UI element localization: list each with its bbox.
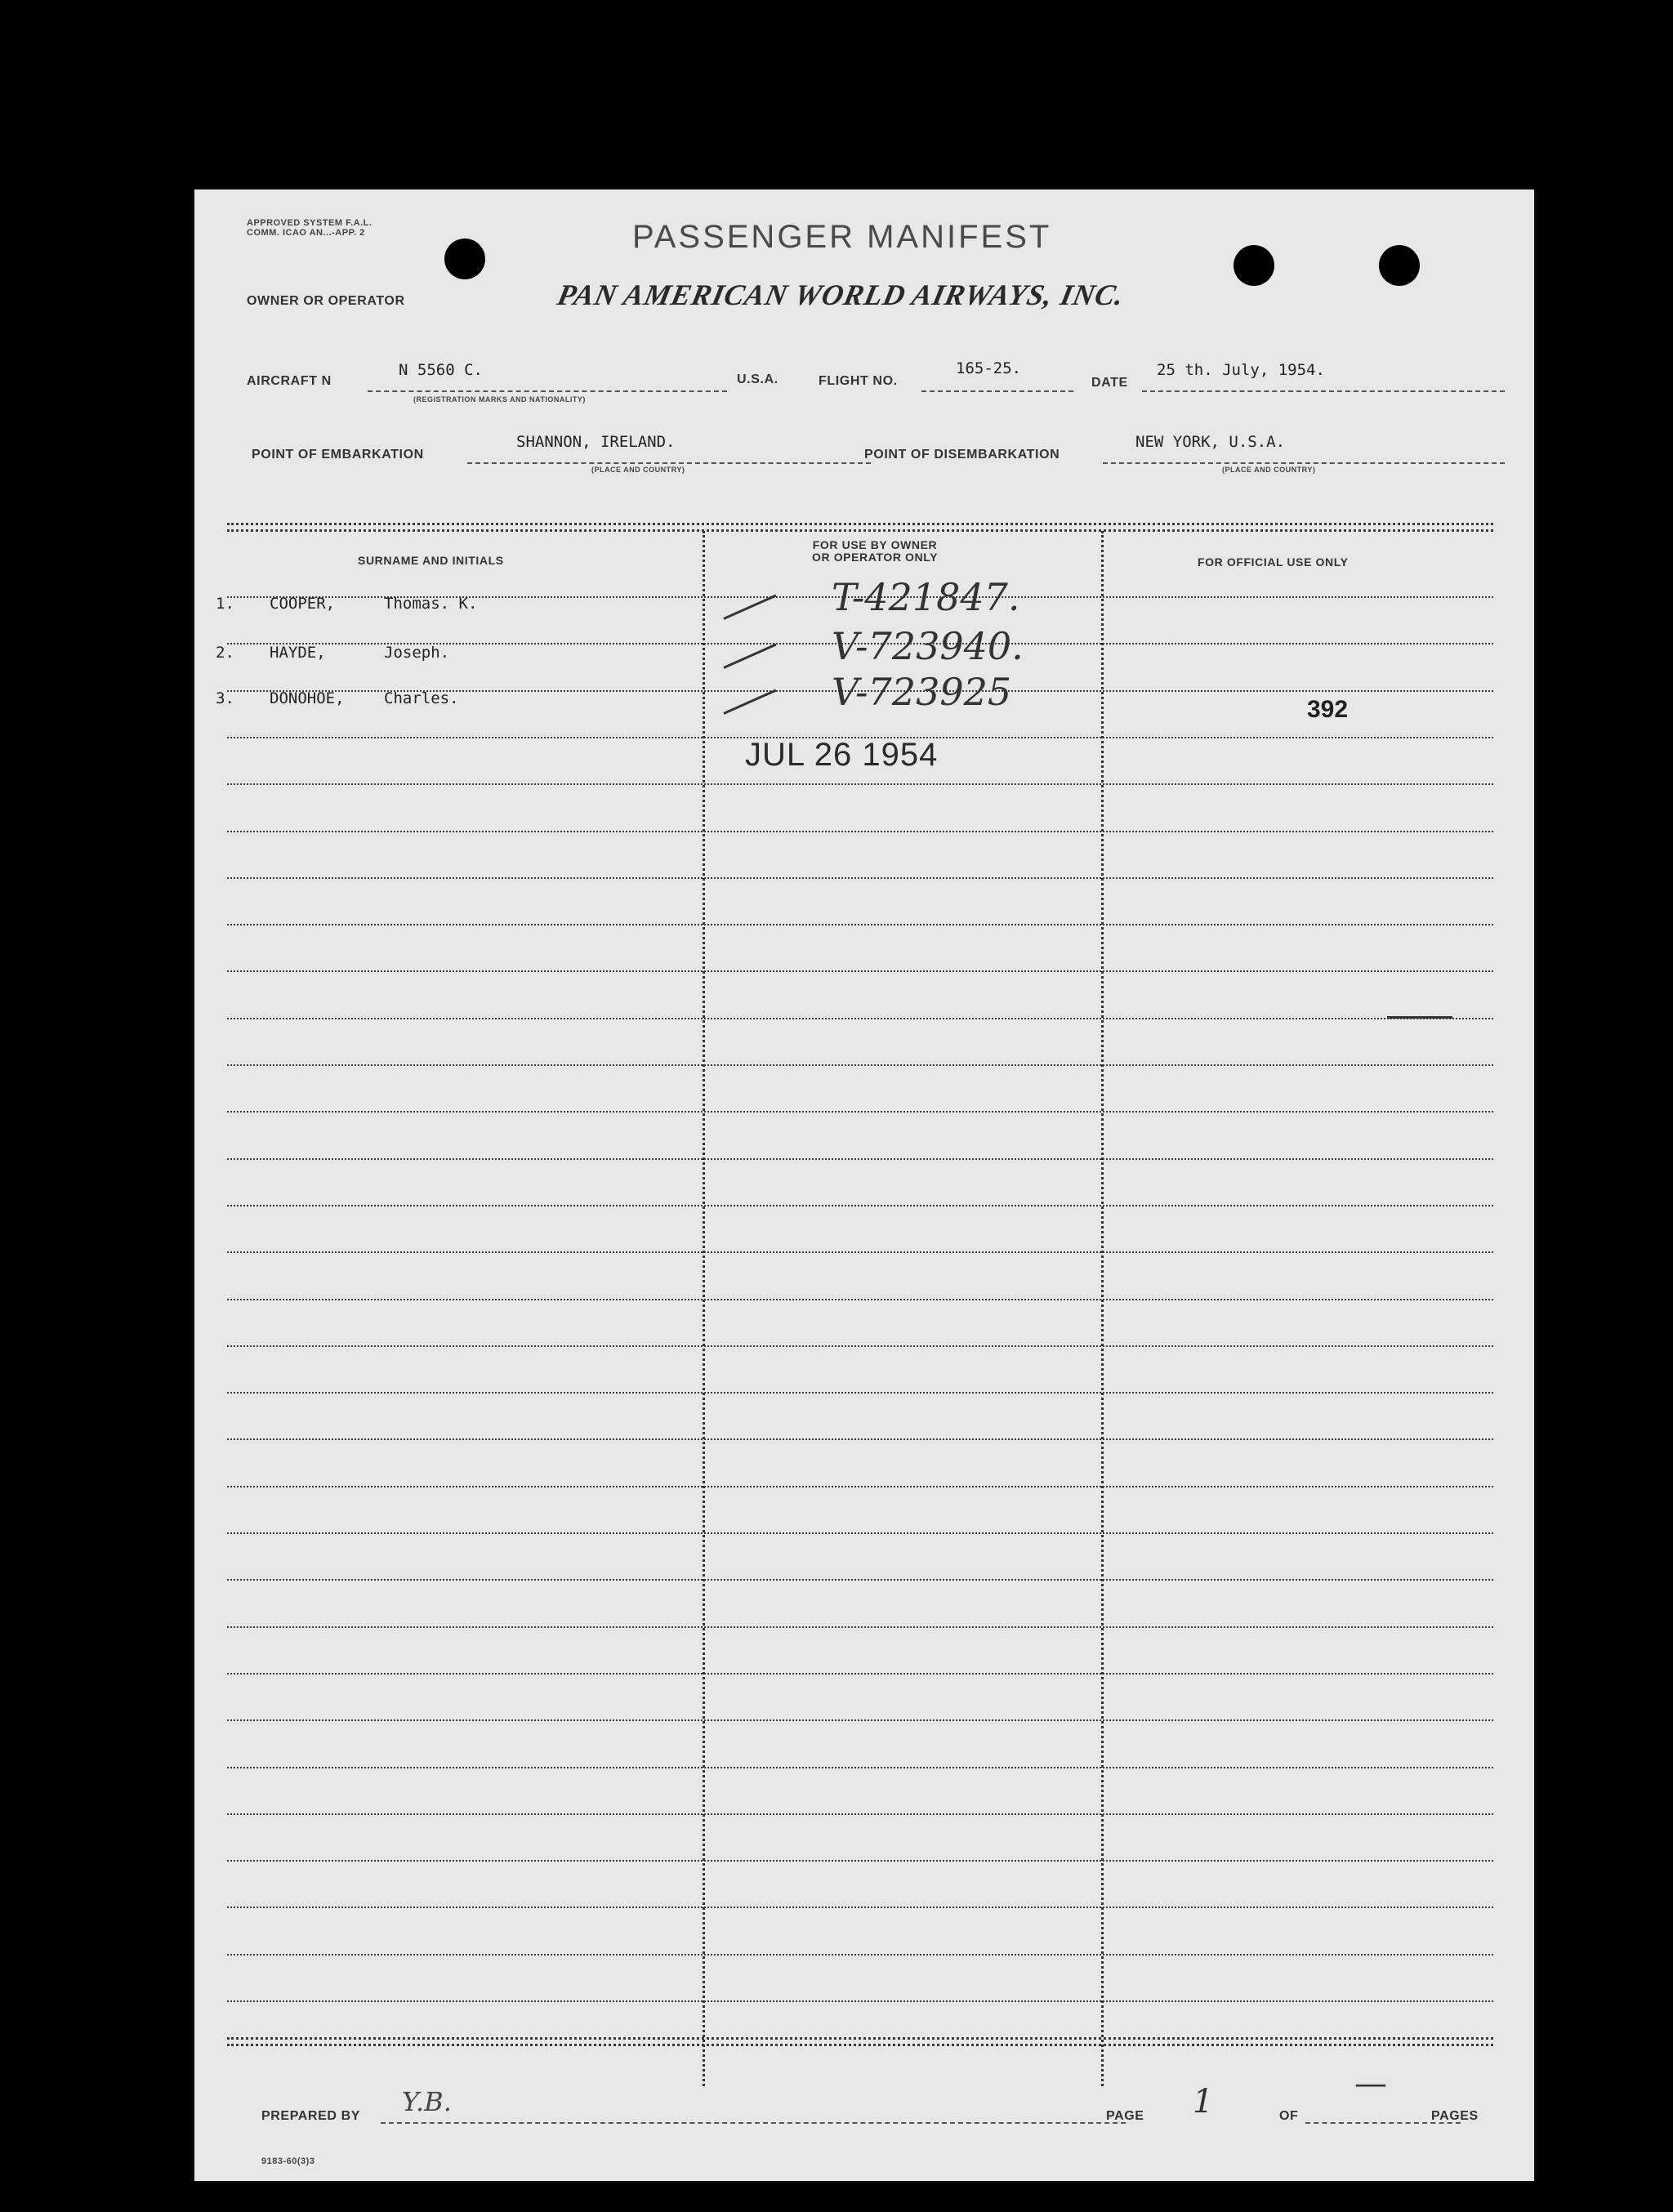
check-mark <box>723 689 776 715</box>
table-row-rule <box>227 1532 1493 1534</box>
table-row-rule <box>227 1626 1493 1628</box>
date-label: DATE <box>1091 376 1128 390</box>
page-number: 1 <box>1193 2083 1214 2121</box>
table-row-rule <box>227 1251 1493 1253</box>
column-divider-1 <box>703 531 705 2086</box>
passenger-number: 1. <box>216 595 234 613</box>
table-row-rule <box>227 1345 1493 1347</box>
table-bottom-rule <box>227 2037 1493 2040</box>
table-row-rule <box>227 1907 1493 1908</box>
table-row-rule <box>227 1673 1493 1675</box>
table-row-rule <box>227 1111 1493 1113</box>
prepared-by-label: PREPARED BY <box>261 2109 360 2123</box>
punch-hole-left <box>444 239 485 279</box>
column-header-official: FOR OFFICIAL USE ONLY <box>1198 555 1349 569</box>
table-row-rule <box>227 1018 1493 1019</box>
aircraft-underline <box>368 390 727 392</box>
table-row-rule <box>227 831 1493 832</box>
owner-label: OWNER OR OPERATOR <box>247 294 405 308</box>
embarkation-value: SHANNON, IRELAND. <box>516 433 676 451</box>
aircraft-label: AIRCRAFT N <box>247 374 332 388</box>
table-row-rule <box>227 1205 1493 1206</box>
table-row-rule <box>227 1719 1493 1721</box>
table-row-rule <box>227 1954 1493 1956</box>
flight-value: 165-25. <box>956 359 1022 377</box>
aircraft-value: N 5560 C. <box>399 361 483 379</box>
passenger-ticket: V-723940. <box>832 624 1024 668</box>
punch-hole-right-1 <box>1234 245 1274 286</box>
table-row-rule <box>227 1860 1493 1862</box>
table-top-rule <box>227 523 1493 525</box>
table-row-rule <box>227 1767 1493 1768</box>
column-header-owner-line2: OR OPERATOR ONLY <box>812 550 939 564</box>
table-row-rule <box>227 1486 1493 1487</box>
page-title: PASSENGER MANIFEST <box>632 219 1052 255</box>
embarkation-sublabel: (PLACE AND COUNTRY) <box>591 466 685 474</box>
table-row-rule <box>227 2000 1493 2002</box>
passenger-given-name: Charles. <box>384 689 459 707</box>
usa-label: U.S.A. <box>737 372 779 386</box>
total-pages: — <box>1354 2065 1387 2103</box>
check-mark <box>723 644 776 669</box>
passenger-number: 3. <box>216 689 234 707</box>
disembarkation-label: POINT OF DISEMBARKATION <box>864 448 1060 462</box>
airline-name: PAN AMERICAN WORLD AIRWAYS, INC. <box>554 279 1128 311</box>
of-label: OF <box>1279 2109 1299 2123</box>
table-top-rule-2 <box>227 529 1493 532</box>
table-row-rule <box>227 1438 1493 1440</box>
date-value: 25 th. July, 1954. <box>1157 361 1325 379</box>
official-dash-mark <box>1387 1016 1452 1019</box>
passenger-given-name: Thomas. K. <box>384 595 478 613</box>
table-row-rule <box>227 783 1493 785</box>
flight-underline <box>921 390 1073 392</box>
date-received-stamp: JUL 26 1954 <box>745 737 939 773</box>
column-header-owner <box>812 539 938 563</box>
table-row-rule <box>227 1813 1493 1815</box>
passenger-surname: HAYDE, <box>270 644 326 662</box>
official-number: 392 <box>1307 696 1349 723</box>
prepared-by-value: Y.B. <box>402 2086 452 2117</box>
flight-label: FLIGHT NO. <box>819 374 898 388</box>
page-label: PAGE <box>1106 2109 1144 2123</box>
column-divider-2 <box>1101 531 1104 2086</box>
prepared-by-underline <box>381 2122 1126 2124</box>
approval-note: APPROVED SYSTEM F.A.L. COMM. ICAO AN...-APP. 2 <box>247 218 373 238</box>
passenger-number: 2. <box>216 644 234 662</box>
passenger-surname: COOPER, <box>270 595 336 613</box>
table-row-rule <box>227 1158 1493 1160</box>
column-header-owner-line1: FOR USE BY OWNER <box>812 538 938 551</box>
table-row-rule <box>227 1392 1493 1394</box>
form-number: 9183-60(3)3 <box>261 2156 315 2166</box>
passenger-ticket: V-723925 <box>832 670 1012 714</box>
disembarkation-underline <box>1103 462 1505 464</box>
table-row-rule <box>227 1579 1493 1581</box>
date-underline <box>1142 390 1505 392</box>
column-header-name: SURNAME AND INITIALS <box>358 554 504 567</box>
passenger-given-name: Joseph. <box>384 644 450 662</box>
table-row-rule <box>227 970 1493 972</box>
table-bottom-rule-2 <box>227 2044 1493 2046</box>
disembarkation-value: NEW YORK, U.S.A. <box>1135 433 1286 451</box>
embarkation-label: POINT OF EMBARKATION <box>252 448 424 462</box>
pages-label: PAGES <box>1431 2109 1479 2123</box>
table-row-rule <box>227 1064 1493 1066</box>
punch-hole-right-2 <box>1379 245 1420 286</box>
aircraft-sublabel: (REGISTRATION MARKS AND NATIONALITY) <box>413 395 586 404</box>
manifest-page <box>194 190 1534 2181</box>
passenger-surname: DONOHOE, <box>270 689 345 707</box>
table-row-rule <box>227 877 1493 879</box>
passenger-ticket: T-421847. <box>832 575 1020 619</box>
table-row-rule <box>227 1299 1493 1300</box>
embarkation-underline <box>467 462 871 464</box>
disembarkation-sublabel: (PLACE AND COUNTRY) <box>1222 466 1316 474</box>
table-row-rule <box>227 924 1493 925</box>
check-mark <box>723 595 776 620</box>
